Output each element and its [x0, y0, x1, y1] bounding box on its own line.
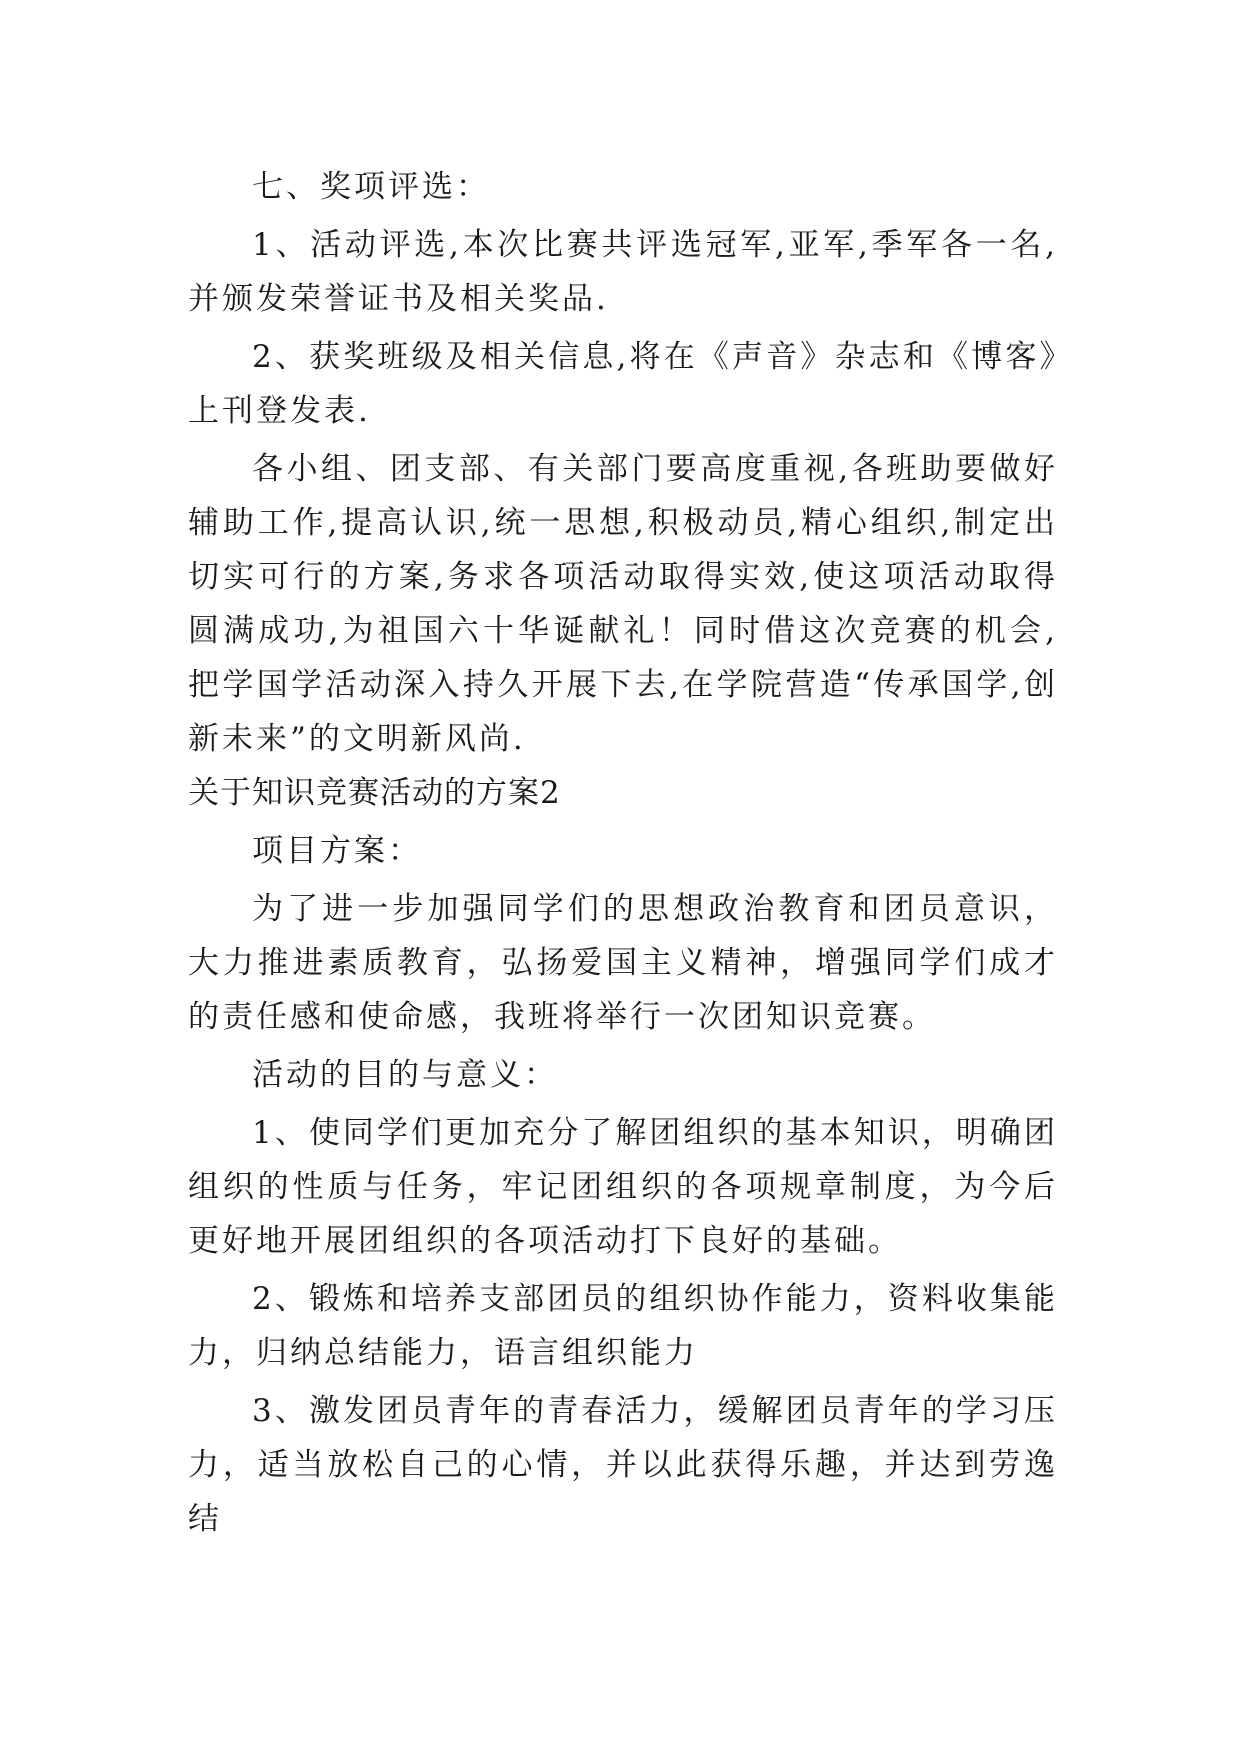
document-body	[188, 160, 1058, 1546]
closing-paragraph: 各小组、团支部、有关部门要高度重视,各班助要做好辅助工作,提高认识,统一思想,积极动员,精心组织,制定出切实可行的方案,务求各项活动取得实效,使这项活动取得圆满成功,为祖国六十华诞献礼！同时借这次竞赛的机会,把学国学活动深入持久开展下去,在学院营造“传承国学,创新未来”的文明新风尚.	[188, 451, 1058, 757]
purpose-item-2: 2、锻炼和培养支部团员的组织协作能力，资料收集能力，归纳总结能力，语言组织能力	[188, 1281, 1058, 1371]
purpose-item-3: 3、激发团员青年的青春活力，缓解团员青年的学习压力，适当放松自己的心情，并以此获得乐趣，并达到劳逸结	[188, 1393, 1058, 1537]
section-title: 关于知识竞赛活动的方案2	[188, 775, 561, 811]
purpose-heading: 活动的目的与意义：	[252, 1057, 558, 1093]
purpose-item-1: 1、使同学们更加充分了解团组织的基本知识，明确团组织的性质与任务，牢记团组织的各项规章制度，为今后更好地开展团组织的各项活动打下良好的基础。	[188, 1115, 1058, 1259]
award-item-1: 1、活动评选,本次比赛共评选冠军,亚军,季军各一名,并颁发荣誉证书及相关奖品.	[188, 227, 1058, 317]
project-plan-heading: 项目方案：	[252, 833, 422, 869]
awards-heading: 七、奖项评选：	[252, 169, 490, 205]
intro-paragraph: 为了进一步加强同学们的思想政治教育和团员意识，大力推进素质教育，弘扬爱国主义精神，增强同学们成才的责任感和使命感，我班将举行一次团知识竞赛。	[188, 891, 1058, 1035]
award-item-2: 2、获奖班级及相关信息,将在《声音》杂志和《博客》上刊登发表.	[188, 339, 1058, 429]
